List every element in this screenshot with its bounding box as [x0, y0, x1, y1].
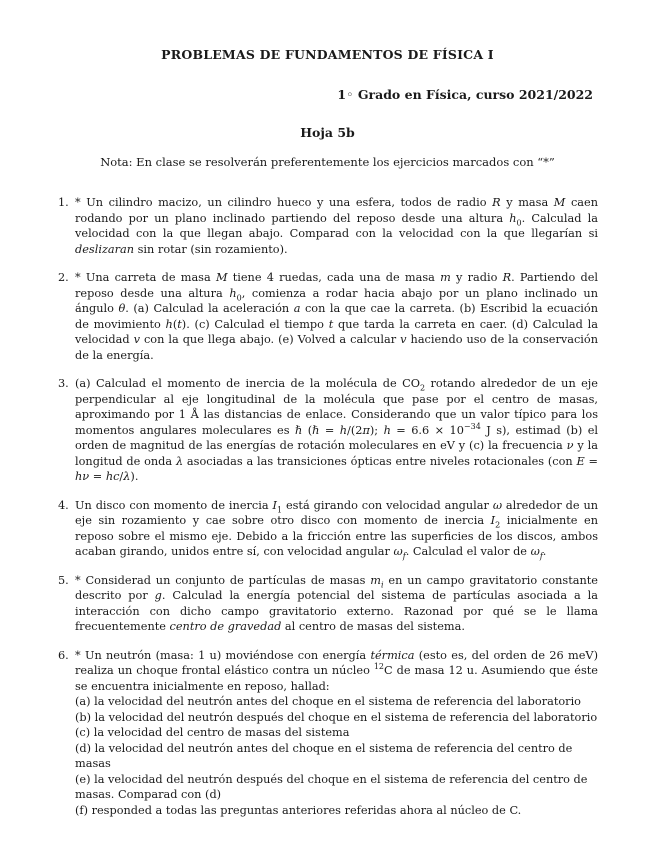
problem-text: * Considerad un conjunto de partículas de masas $m_i$ en un campo gravitatorio constante descrito por g. Calculad la energía potencial del sistema de partículas asociada a la interacción con dicho campo gravitatorio externo. Razonad por qué se le llama frecuentemente centro de gravedad al centro de masas del sistema.: [75, 573, 599, 633]
sub-question-a: (a) la velocidad del neutrón antes del choque en el sistema de referencia del laboratorio: [75, 695, 581, 708]
note-line: Nota: En clase se resolverán preferentemente los ejercicios marcados con “*”: [100, 155, 555, 169]
problem-text: * Un cilindro macizo, un cilindro hueco y una esfera, todos de radio R y masa M caen rodando por un plano inclinado partiendo del reposo desde una altura $h_0$. Calculad la velocidad con la que llegan abajo. Comparad con la velocidad con la que llegarían si deslizaran sin rotar (sin rozamiento).: [75, 196, 598, 256]
problem-list: [58, 195, 598, 818]
sub-question-c: (c) la velocidad del centro de masas del sistema: [75, 726, 350, 739]
course-line: 1◦ Grado en Física, curso 2021/2022: [337, 87, 593, 102]
problem-text: * Una carreta de masa M tiene 4 ruedas, cada una de masa m y radio R. Partiendo del reposo desde una altura $h_0$, comienza a rodar hacia abajo por un plano inclinado un ángulo θ. (a) Calculad la aceleración a con la que cae la carreta. (b) Escribid la ecuación de movimiento h(t). (c) Calculad el tiempo t que tarda la carreta en caer. (d) Calculad la velocidad v con la que llega abajo. (e) Volved a calcular v haciendo uso de la conservación de la energía.: [75, 271, 598, 362]
problem-number: 5.: [58, 573, 69, 587]
problem-number: 1.: [58, 196, 69, 209]
sub-question-d: (d) la velocidad del neutrón antes del choque en el sistema de referencia del centro de masas: [75, 741, 573, 770]
problem-2: [58, 270, 598, 363]
problem-1: [58, 195, 598, 257]
document-title: PROBLEMAS DE FUNDAMENTOS DE FÍSICA I: [161, 47, 494, 62]
problem-3: [58, 376, 598, 485]
problem-6: [58, 648, 598, 819]
problem-number: 4.: [58, 498, 69, 512]
sub-question-e: (e) la velocidad del neutrón después del choque en el sistema de referencia del centro de masas. Comparad con (d): [75, 772, 588, 801]
sheet-title: Hoja 5b: [300, 125, 355, 140]
sub-question-f: (f) responded a todas las preguntas anteriores referidas ahora al núcleo de C.: [75, 803, 522, 817]
problem-number: 2.: [58, 271, 69, 284]
problem-number: 3.: [58, 377, 69, 390]
problem-text: * Un neutrón (masa: 1 u) moviéndose con energía térmica (esto es, del orden de 26 meV) realiza un choque frontal elástico contra un núcleo $^{12}$C de masa 12 u. Asumiendo que éste se encuentra inicialmente en reposo, hallad: (a) la velocidad del neutrón antes del choque en el sistema de referencia del laboratorio (b) la velocidad del neutrón después del choque en el sistema de referencia del laboratorio (c) la velocidad del centro de masas del sistema (d) la velocidad del neutrón antes del choque en el sistema de referencia del centro de masas (e) la velocidad del neutrón después del choque en el sistema de referencia del centro de masas. Comparad con (d) (f) responded a todas las preguntas anteriores referidas ahora al núcleo de C.: [75, 648, 598, 817]
sub-question-b: (b) la velocidad del neutrón después del choque en el sistema de referencia del laboratorio: [75, 710, 598, 724]
problem-text: (a) Calculad el momento de inercia de la molécula de $CO_2$ rotando alrededor de un eje perpendicular al eje longitudinal de la molécula que pase por el centro de masas, aproximando por 1 Å las distancias de enlace. Considerando que un valor típico para los momentos angulares moleculares es ℏ (ℏ = h/(2π); $h = 6.6 \times 10^{-34}$ J s), estimad (b) el orden de magnitud de las energías de rotación moleculares en eV y (c) la frecuencia ν y la longitud de onda λ asociadas a las transiciones ópticas entre niveles rotacionales (con E = hν = hc/λ).: [75, 377, 598, 483]
problem-5: [58, 573, 598, 635]
problem-number: 6.: [58, 648, 69, 662]
problem-text: Un disco con momento de inercia $I_1$ está girando con velocidad angular ω alrededor de un eje sin rozamiento y cae sobre otro disco con momento de inercia $I_2$ inicialmente en reposo sobre el mismo eje. Debido a la fricción entre las superficies de los discos, ambos acaban girando, unidos entre sí, con velocidad angular $\omega_f$. Calculad el valor de $\omega_f$.: [75, 498, 598, 561]
problem-4: [58, 498, 598, 560]
